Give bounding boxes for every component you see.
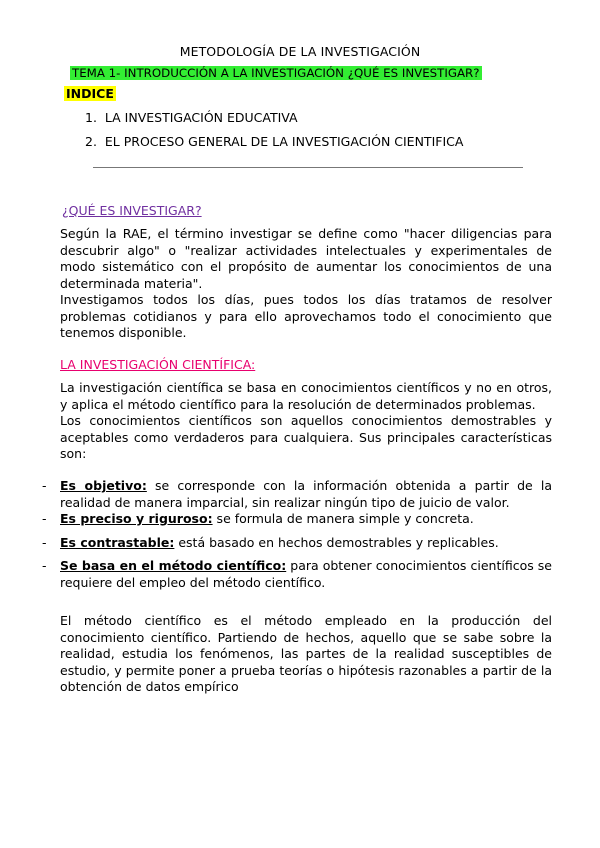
section-heading-que-es-investigar: ¿QUÉ ES INVESTIGAR? <box>62 203 202 218</box>
paragraph: Según la RAE, el término investigar se define como "hacer diligencias para descubrir algo" o "realizar actividades intelectuales y experimentales de modo sistemático con el propósito de aumentar los conocimientos de una determinada materia". <box>60 226 552 291</box>
bullet-item <box>60 535 552 552</box>
bullet-text: para obtener conocimientos científicos se requiere del empleo del método científico. <box>60 558 552 590</box>
paragraph: Los conocimientos científicos son aquellos conocimientos demostrables y aceptables como verdaderos para cualquiera. Sus principales características son: <box>60 413 552 461</box>
bullet-text: se formula de manera simple y concreta. <box>212 511 474 526</box>
bullet-term: Se basa en el método científico: <box>60 558 287 573</box>
bullet-term: Es preciso y riguroso: <box>60 511 213 526</box>
document-title: METODOLOGÍA DE LA INVESTIGACIÓN <box>179 44 421 59</box>
paragraph: La investigación científica se basa en conocimientos científicos y no en otros, y aplica el método científico para la resolución de determinados problemas. <box>60 380 552 412</box>
divider <box>93 167 523 168</box>
toc-number: 1. <box>85 110 97 125</box>
section-heading-investigacion-cientifica: LA INVESTIGACIÓN CIENTÍFICA: <box>60 357 256 372</box>
bullet-item <box>60 558 552 591</box>
bullet-dash: - <box>42 535 47 550</box>
bullet-dash: - <box>42 511 47 526</box>
bullet-item <box>60 478 552 511</box>
bullet-item <box>60 511 552 528</box>
bullet-dash: - <box>42 558 47 573</box>
toc-number: 2. <box>85 134 97 149</box>
toc-label: LA INVESTIGACIÓN EDUCATIVA <box>104 110 298 125</box>
toc-label: EL PROCESO GENERAL DE LA INVESTIGACIÓN CIENTIFICA <box>104 134 464 149</box>
toc-item <box>85 110 298 125</box>
indice-label: INDICE <box>66 86 114 101</box>
toc-item <box>85 134 463 149</box>
paragraph: El método científico es el método empleado en la producción del conocimiento científico. Partiendo de hechos, aquello que se sabe sobre la realidad, estudia los fenómenos, las partes de la realidad susceptibles de estudio, y permite poner a prueba teorías o hipótesis razonables a partir de la obtención de datos empírico <box>60 613 552 694</box>
bullet-term: Es contrastable: <box>60 535 175 550</box>
bullet-text: se corresponde con la información obtenida a partir de la realidad de manera imparcial, sin realizar ningún tipo de juicio de valor. <box>60 478 553 510</box>
bullet-dash: - <box>42 478 47 493</box>
bullet-text: está basado en hechos demostrables y replicables. <box>174 535 499 550</box>
bullet-term: Es objetivo: <box>60 478 147 493</box>
paragraph: Investigamos todos los días, pues todos los días tratamos de resolver problemas cotidianos y para ello aprovechamos todo el conocimiento que tenemos disponible. <box>60 292 552 340</box>
tema-highlight: TEMA 1- INTRODUCCIÓN A LA INVESTIGACIÓN ¿QUÉ ES INVESTIGAR? <box>72 66 480 80</box>
